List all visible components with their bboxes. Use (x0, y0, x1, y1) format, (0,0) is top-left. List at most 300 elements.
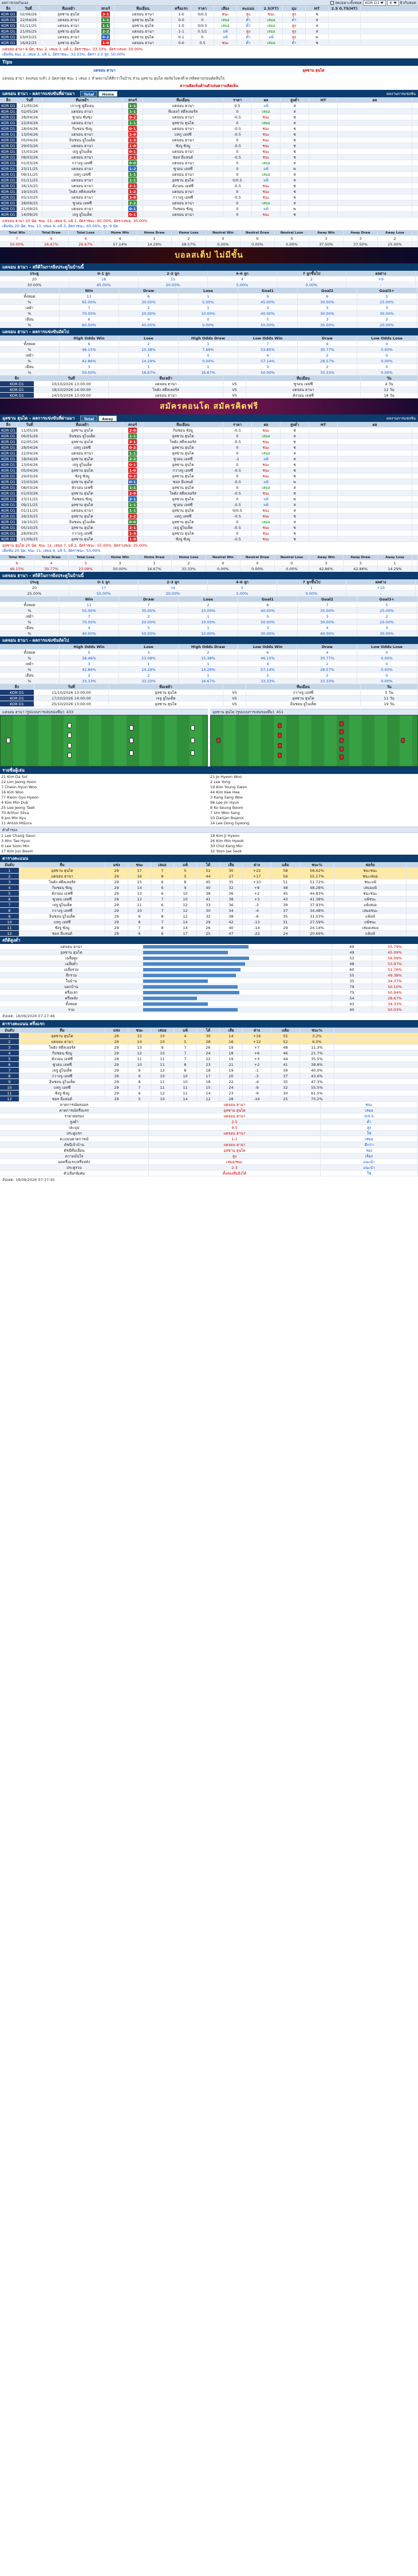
table-row[interactable] (0, 919, 418, 925)
tab-0[interactable]: Total (80, 416, 97, 421)
table-row[interactable] (0, 1091, 418, 1096)
home-team[interactable]: แดจอน ฮานา (42, 109, 123, 114)
table-row[interactable] (0, 531, 418, 536)
team[interactable]: อุลซาน ฮุนได (19, 1033, 105, 1038)
tab-1[interactable]: Away (98, 416, 116, 421)
team[interactable]: เจจู ยูไนเต็ด (19, 1068, 105, 1073)
table-row[interactable] (0, 393, 418, 398)
team[interactable]: ซังจู ซังมู (19, 1091, 105, 1096)
table-row[interactable] (0, 536, 418, 542)
home-team[interactable]: อุลซาน ฮุนได (42, 456, 123, 461)
away-team[interactable]: แดจอน ฮานา (143, 200, 223, 206)
table-row[interactable] (0, 462, 418, 468)
team[interactable]: อินชอน ยูไนเต็ด (19, 1079, 105, 1084)
table-row[interactable] (0, 468, 418, 473)
result-odds: ชนะ (252, 462, 281, 467)
away-team[interactable]: ซูวอน เอฟซี (143, 166, 223, 171)
home-team[interactable]: แทกู เอฟซี (42, 445, 123, 450)
away-team[interactable]: แดจอน ฮานา (143, 172, 223, 177)
team[interactable]: ซังจู ซังมู (19, 925, 105, 930)
banner-1[interactable]: บอลสเต็ป ไม่มีขั้น (0, 247, 418, 263)
rank: 3 (0, 1045, 19, 1050)
table-row[interactable] (0, 914, 418, 919)
table-row[interactable] (0, 137, 418, 143)
row-label: เหย้า (0, 353, 60, 358)
ou-fill (143, 991, 239, 994)
home-team[interactable]: โพฮัง สตีลเลอร์ส (42, 189, 123, 194)
home-team[interactable]: แดจอน ฮานา (42, 195, 123, 200)
home-team[interactable]: แดจอน ฮานา (40, 17, 97, 22)
score (97, 29, 115, 34)
home-team[interactable]: กวางจู เอฟซี (42, 160, 123, 165)
home-team[interactable]: อุลซาน ฮุนได (109, 701, 223, 706)
gf: 44 (197, 874, 220, 879)
table-row[interactable] (0, 132, 418, 137)
away-team[interactable]: เจจู ยูไนเต็ด (143, 525, 223, 530)
tab-0[interactable]: Total (80, 91, 97, 97)
table-row[interactable] (0, 485, 418, 491)
away-team[interactable]: อุลซาน ฮุนได (143, 445, 223, 450)
home-team[interactable]: ซังจู ซังมู (42, 473, 123, 479)
wdl-value: 42.86% (309, 566, 344, 571)
tip-label: ความมั่นใจ (0, 1153, 149, 1159)
away-team[interactable]: แดจอน ฮานา (143, 137, 223, 143)
home-team[interactable]: อินชอน ยูไนเต็ด (42, 519, 123, 524)
home-team[interactable]: แดจอน ฮานา (42, 120, 123, 125)
table-row[interactable] (0, 200, 418, 206)
vs: VS (223, 393, 246, 398)
away-team[interactable]: กวางจู เอฟซี (143, 195, 223, 200)
team[interactable]: กวางจู เอฟซี (19, 908, 105, 913)
home-team[interactable]: กวางจู เอฟซี (42, 531, 123, 536)
table-row[interactable] (0, 183, 418, 189)
ht (309, 195, 338, 200)
team[interactable]: กิมชอน ซังมู (19, 1050, 105, 1056)
team[interactable]: อินชอน ยูไนเต็ด (19, 914, 105, 919)
tips-link[interactable]: ความคิดเห็นด้านตัวเล่นความคิดเห็น (180, 84, 238, 88)
away-team[interactable]: อุลซาน ฮุนได (115, 34, 172, 39)
away-team[interactable]: อุลซาน ฮุนได (143, 531, 223, 536)
away-team[interactable]: อุลซาน ฮุนได (143, 120, 223, 125)
away-team[interactable]: อุลซาน ฮุนได (143, 433, 223, 438)
value: 2 (179, 650, 238, 655)
home-team[interactable]: ซูวอน ซัมซุง (42, 114, 123, 120)
away-team[interactable]: แดจอน ฮานา (143, 160, 223, 165)
away-team[interactable]: แดจอน ฮานา (115, 29, 172, 34)
table-row[interactable] (0, 1045, 418, 1050)
away-team[interactable]: อุลซาน ฮุนได (143, 508, 223, 513)
spacer (338, 468, 412, 473)
home-team[interactable]: อุลซาน ฮุนได (40, 11, 97, 17)
away-team[interactable]: แดจอน ฮานา (143, 149, 223, 154)
away-team[interactable]: คังวอน เอฟซี (246, 393, 361, 398)
table-row[interactable] (0, 1085, 418, 1091)
table-row[interactable] (0, 525, 418, 531)
table-row[interactable] (0, 120, 418, 126)
home-team[interactable]: แดจอน ฮานา (42, 155, 123, 160)
table-row[interactable] (0, 701, 418, 707)
table-row[interactable] (0, 925, 418, 931)
table-row[interactable] (0, 195, 418, 200)
player-name[interactable]: 26 Kim Min Hyeok (210, 839, 244, 843)
table-row[interactable] (0, 891, 418, 896)
away-team[interactable]: แทกู เอฟซี (143, 132, 223, 137)
home-team[interactable]: อุลซาน ฮุนได (42, 513, 123, 519)
player-name[interactable]: 10 Darijan Bojanic (210, 816, 245, 820)
player-name[interactable]: 96 Lee Jin Hyun (210, 800, 239, 805)
home-team[interactable]: แดจอน ฮานา (42, 508, 123, 513)
table-row[interactable] (0, 160, 418, 166)
table-row[interactable] (0, 1096, 418, 1102)
player-name[interactable]: 21 Kim Da Sol (1, 775, 27, 779)
table-row[interactable] (0, 902, 418, 908)
table-row[interactable] (0, 126, 418, 132)
spacer (338, 132, 412, 137)
home-team[interactable]: แทกู เอฟซี (42, 172, 123, 177)
table-row[interactable] (0, 387, 418, 393)
player-name[interactable]: 11 Anton Mišura (1, 821, 32, 825)
table-row[interactable] (0, 439, 418, 445)
table-row[interactable] (0, 502, 418, 508)
home-team[interactable]: อุลซาน ฮุนได (42, 536, 123, 542)
home-team[interactable]: อินชอน ยูไนเต็ด (42, 433, 123, 438)
table-row[interactable] (0, 496, 418, 502)
table-row[interactable] (0, 896, 418, 902)
value: 0.00% (357, 347, 417, 352)
spacer (338, 479, 412, 484)
team[interactable]: แดจอน ฮานา (19, 874, 105, 879)
table-row[interactable] (0, 166, 418, 172)
away-team[interactable]: แดจอน ฮานา (143, 189, 223, 194)
player-name[interactable]: 19 Kim Young Gwon (210, 785, 247, 789)
tip-value: 2-3 (149, 1165, 321, 1170)
away-team[interactable]: แดจอน ฮานา (246, 387, 361, 392)
table-row[interactable] (0, 40, 418, 46)
home-team[interactable]: อุลซาน ฮุนได (42, 491, 123, 496)
player-name[interactable]: 25 Lee Jeong Taek (1, 805, 35, 810)
table-row[interactable] (0, 885, 418, 891)
away-team[interactable]: อุลซาน ฮุนได (143, 473, 223, 479)
home-team[interactable]: แดจอน ฮานา (42, 177, 123, 183)
player-name[interactable]: 2 Lee Yong (210, 780, 231, 784)
table-row[interactable] (0, 690, 418, 696)
league-badge: KOR D1 (0, 508, 17, 513)
away-team[interactable]: ซอล อีแลนด์ (143, 155, 223, 160)
value: 4 (298, 625, 357, 630)
player-name[interactable]: 30 Choi Kang Min (210, 844, 243, 848)
home-team[interactable]: แดจอน ฮานา (42, 132, 123, 137)
gd: +3 (243, 1056, 271, 1061)
away-team[interactable]: โพฮัง สตีลเลอร์ส (143, 439, 223, 444)
away-team[interactable]: กิมชอน ซังมู (143, 428, 223, 433)
table-row[interactable] (0, 155, 418, 160)
table-row[interactable] (0, 23, 418, 29)
away-team[interactable]: กวางจู เอฟซี (143, 468, 223, 473)
home-team[interactable]: แดจอน ฮานา (40, 34, 97, 39)
home-team[interactable]: แดจอน ฮานา (42, 183, 123, 188)
home-team[interactable]: แดจอน ฮานา (109, 393, 223, 398)
table-row[interactable] (0, 34, 418, 40)
table-row[interactable] (0, 212, 418, 218)
player-name[interactable]: 8 Ko Seung Beom (210, 805, 243, 810)
home-team[interactable]: คังวอน เอฟซี (42, 485, 123, 490)
away-team[interactable]: ซอล อีแลนด์ (143, 479, 223, 484)
column-header: Neutral Win (206, 230, 240, 235)
ht (309, 120, 338, 125)
table-row[interactable] (0, 109, 418, 114)
team[interactable]: แดจอน ฮานา (19, 1039, 105, 1044)
table-row[interactable] (0, 908, 418, 914)
team[interactable]: กิมชอน ซังมู (19, 885, 105, 890)
player-name[interactable]: 21 Jo Hyeon Woo (210, 775, 242, 779)
team[interactable]: ซอล อีแลนด์ (19, 1096, 105, 1101)
table-row[interactable] (0, 879, 418, 885)
column-header: วัน (361, 684, 418, 689)
score (123, 160, 143, 165)
wdl: ส (281, 160, 309, 165)
home-team[interactable]: อุลซาน ฮุนได (42, 439, 123, 444)
player-name[interactable]: 3 Ahn Tae Hyun (1, 839, 30, 843)
league-badge: KOR D1 (0, 126, 17, 131)
home-team[interactable]: แดจอน ฮานา (42, 143, 123, 148)
value: 2 (357, 317, 417, 322)
home-team[interactable]: อินชอน ยูไนเต็ด (42, 137, 123, 143)
table-row[interactable] (0, 149, 418, 155)
value: 2 (238, 673, 298, 678)
score (123, 149, 143, 154)
table-row[interactable] (0, 1068, 418, 1073)
column-header: เสีย (220, 1028, 243, 1033)
table-row[interactable] (0, 445, 418, 451)
ga: 18 (220, 1050, 243, 1056)
column-header: คะแนน (237, 6, 260, 11)
won: 8 (128, 1079, 151, 1084)
table-row[interactable] (0, 1056, 418, 1062)
wdl-value: 0.00% (240, 566, 275, 571)
league-badge: KOR D1 (0, 132, 17, 137)
form-home-table (0, 97, 418, 218)
table-row[interactable] (0, 479, 418, 485)
home-team[interactable]: เจจู ยูไนเต็ด (109, 696, 223, 701)
banner-2[interactable]: สมัครคอนโด สมัครคิดฟรี (0, 398, 418, 414)
home-team[interactable]: โพฮัง สตีลเลอร์ส (109, 387, 223, 392)
table-header (0, 335, 418, 341)
away-team[interactable]: แทกู เอฟซี (143, 513, 223, 519)
table-row[interactable] (0, 1073, 418, 1079)
home-team[interactable]: อุลซาน ฮุนได (42, 525, 123, 530)
team[interactable]: โพฮัง สตีลเลอร์ส (19, 879, 105, 884)
home-team[interactable]: แดจอน ฮานา (42, 451, 123, 456)
team[interactable]: แทกู เอฟซี (19, 919, 105, 924)
away-team[interactable]: พีแฮงก์ สตีลเลอร์ส (143, 109, 223, 114)
team[interactable]: แทกู เอฟซี (19, 1085, 105, 1090)
value: 15.38% (119, 347, 179, 352)
ga: 22 (220, 1079, 243, 1084)
league-checkbox[interactable] (330, 1, 334, 5)
home-team[interactable]: แดจอน ฮานา (40, 23, 97, 28)
table-row[interactable] (0, 189, 418, 195)
table-row[interactable] (0, 29, 418, 34)
table-row[interactable] (0, 177, 418, 183)
home-team[interactable]: ซูวอน เอฟซี (42, 200, 123, 206)
home-team[interactable]: กิมชอน ซังมู (42, 496, 123, 501)
table-row[interactable] (0, 114, 418, 120)
table-row[interactable] (0, 456, 418, 462)
table-row (0, 1131, 418, 1136)
table-row[interactable] (0, 508, 418, 513)
table-row[interactable] (0, 451, 418, 456)
team[interactable]: คังวอน เอฟซี (19, 891, 105, 896)
away-team[interactable]: อุลซาน ฮุนได (115, 23, 172, 28)
home-team[interactable]: เจจู ยูไนเต็ด (42, 462, 123, 467)
team[interactable]: คังวอน เอฟซี (19, 1056, 105, 1061)
away-team[interactable]: กวางจู เอฟซี (246, 690, 361, 695)
table-row[interactable] (0, 696, 418, 701)
player-name[interactable]: 7 Cheon Hyun Woo (1, 785, 37, 789)
home-team[interactable]: เกาะซู ฟูอีมอน (42, 103, 123, 108)
table-row[interactable] (0, 1039, 418, 1045)
lost: 11 (174, 1085, 197, 1090)
table-row[interactable] (0, 513, 418, 519)
home-team[interactable]: อุลซาน ฮุนได (42, 428, 123, 433)
away-team[interactable]: อุลซาน ฮุนได (143, 451, 223, 456)
player-name[interactable]: 70 Arthur Silva (1, 811, 29, 815)
away-team[interactable]: แดจอน ฮานา (143, 114, 223, 120)
table-row[interactable] (0, 17, 418, 23)
league-badge: KOR D1 (0, 183, 17, 188)
table-row[interactable] (0, 473, 418, 479)
player-name[interactable]: 17 Kim Jun Beom (1, 849, 33, 854)
player-name[interactable]: 22 Lim Jeong Hoon (1, 780, 37, 784)
table-row[interactable] (0, 143, 418, 149)
home-team[interactable]: เจจู ยูไนเต็ด (42, 212, 123, 217)
ou-count: 40 (332, 1007, 372, 1012)
away-team[interactable]: โพฮัง สตีลเลอร์ส (143, 491, 223, 496)
ht (309, 200, 338, 206)
rank: 11 (0, 1091, 19, 1096)
away-team[interactable]: อินชอน ยูไนเต็ด (246, 701, 361, 706)
value: 0 (179, 317, 238, 322)
pct: 34.48% (300, 908, 334, 913)
table-row[interactable] (0, 428, 418, 433)
table-row[interactable] (0, 1050, 418, 1056)
tab-1[interactable]: Home (98, 91, 117, 97)
tip-result: เสมอ (321, 1108, 418, 1113)
away-team[interactable]: แดจอน ฮานา (115, 11, 172, 17)
table-row[interactable] (0, 11, 418, 17)
odds: 0 (223, 166, 252, 171)
away-team[interactable]: อุลซาน ฮุนได (143, 496, 223, 501)
table-row[interactable] (0, 433, 418, 439)
table-row[interactable] (0, 381, 418, 387)
player-name[interactable]: 16 Kim Woo (1, 790, 23, 795)
away-team[interactable]: อุลซาน ฮุนได (143, 177, 223, 183)
wdl-value: 1 (137, 560, 172, 566)
home-team[interactable]: อุลซาน ฮุนได (40, 40, 97, 45)
team[interactable]: ซูวอน เอฟซี (19, 1062, 105, 1067)
player-name[interactable]: 1 Lee Chang Geun (1, 833, 36, 838)
player-name[interactable]: 9 Joo Min Kyu (1, 816, 26, 820)
row-label: % (0, 370, 60, 375)
pct: 47.3% (300, 1079, 334, 1084)
ou-label: ลีกรวม (0, 973, 143, 978)
away-team[interactable]: ซังจู ซังมู (143, 536, 223, 542)
home-team[interactable]: แดจอน ฮานา (42, 206, 123, 211)
value: 30.00% (298, 322, 357, 327)
home-team[interactable]: เจจู ยูไนเต็ด (42, 149, 123, 154)
table-row[interactable] (0, 868, 418, 874)
home-team[interactable]: อุลซาน ฮุนได (109, 690, 223, 695)
table-row (0, 608, 418, 614)
away-team[interactable]: อุลซาน ฮุนได (143, 462, 223, 467)
gf: 40 (197, 885, 220, 890)
player-name[interactable]: 18 Kim Ji Hyeon (210, 833, 240, 838)
team[interactable]: อุลซาน ฮุนได (19, 868, 105, 873)
away-team[interactable]: แดจอน ฮานา (115, 40, 172, 45)
count-select[interactable]: 6 (387, 0, 399, 6)
home-team[interactable]: แดจอน ฮานา (109, 381, 223, 386)
wdl-value: 4 (34, 236, 69, 241)
away-team[interactable]: กิมชอน ซังมู (143, 206, 223, 211)
away-team[interactable]: อุลซาน ฮุนได (115, 17, 172, 22)
table-row[interactable] (0, 874, 418, 879)
team[interactable]: ซอล อีแลนด์ (19, 931, 105, 936)
away-team[interactable]: ซูวอน เอฟซี (143, 502, 223, 507)
home-team[interactable]: อุลซาน ฮุนได (42, 468, 123, 473)
player-name[interactable]: 32 Yoon Jae Seok (210, 849, 242, 854)
away-team[interactable]: อุลซาน ฮุนได (143, 519, 223, 524)
player-name[interactable]: 14 Lee Dong Gyeong (210, 821, 250, 825)
team[interactable]: โพฮัง สตีลเลอร์ส (19, 1045, 105, 1050)
away-team[interactable]: แดจอน ฮานา (143, 126, 223, 131)
team[interactable]: ซูวอน เอฟซี (19, 896, 105, 902)
away-team[interactable]: ซูวอน เอฟซี (143, 456, 223, 461)
player-name[interactable]: 44 Kim Kee Hee (210, 790, 240, 795)
table-row[interactable] (0, 1079, 418, 1085)
table-row[interactable] (0, 1033, 418, 1039)
table-row[interactable] (0, 931, 418, 937)
player-name[interactable]: 7 Um Won Sang (210, 811, 240, 815)
home-team[interactable]: อุลซาน ฮุนได (42, 479, 123, 484)
player-name[interactable]: 4 Kim Min Duk (1, 800, 29, 805)
player-name[interactable]: 3 Kang Sang Woo (210, 795, 243, 800)
away-team[interactable]: ซังจู ซังมู (143, 143, 223, 148)
home-team[interactable]: อุลซาน ฮุนได (40, 29, 97, 34)
away-team[interactable]: ซูวอน เอฟซี (246, 381, 361, 386)
league-select[interactable]: KOR D1 (363, 0, 387, 6)
table-row[interactable] (0, 1062, 418, 1068)
column-header: วันที่ (17, 6, 40, 11)
home-team[interactable]: แดจอน ฮานา (42, 166, 123, 171)
player-name[interactable]: 77 Kwon Gyo Hyeon (1, 795, 39, 800)
table-row[interactable] (0, 103, 418, 109)
table-row[interactable] (0, 172, 418, 177)
value: 3 (238, 364, 298, 369)
away-team[interactable]: อุลซาน ฮุนได (246, 696, 361, 701)
team[interactable]: กวางจู เอฟซี (19, 1073, 105, 1078)
home-team[interactable]: อุลซาน ฮุนได (42, 502, 123, 507)
away-team[interactable]: คังวอน เอฟซี (143, 183, 223, 188)
away-team[interactable]: แดจอน ฮานา (143, 212, 223, 217)
table-row[interactable] (0, 206, 418, 212)
home-team[interactable]: กิมชอน ซังมู (42, 126, 123, 131)
table-row[interactable] (0, 519, 418, 525)
player-name[interactable]: 6 Lee Soon Min (1, 844, 30, 848)
away-team[interactable]: แดจอน ฮานา (143, 103, 223, 108)
table-row[interactable] (0, 491, 418, 496)
team[interactable]: เจจู ยูไนเต็ด (19, 902, 105, 907)
away-team[interactable]: อุลซาน ฮุนได (143, 485, 223, 490)
